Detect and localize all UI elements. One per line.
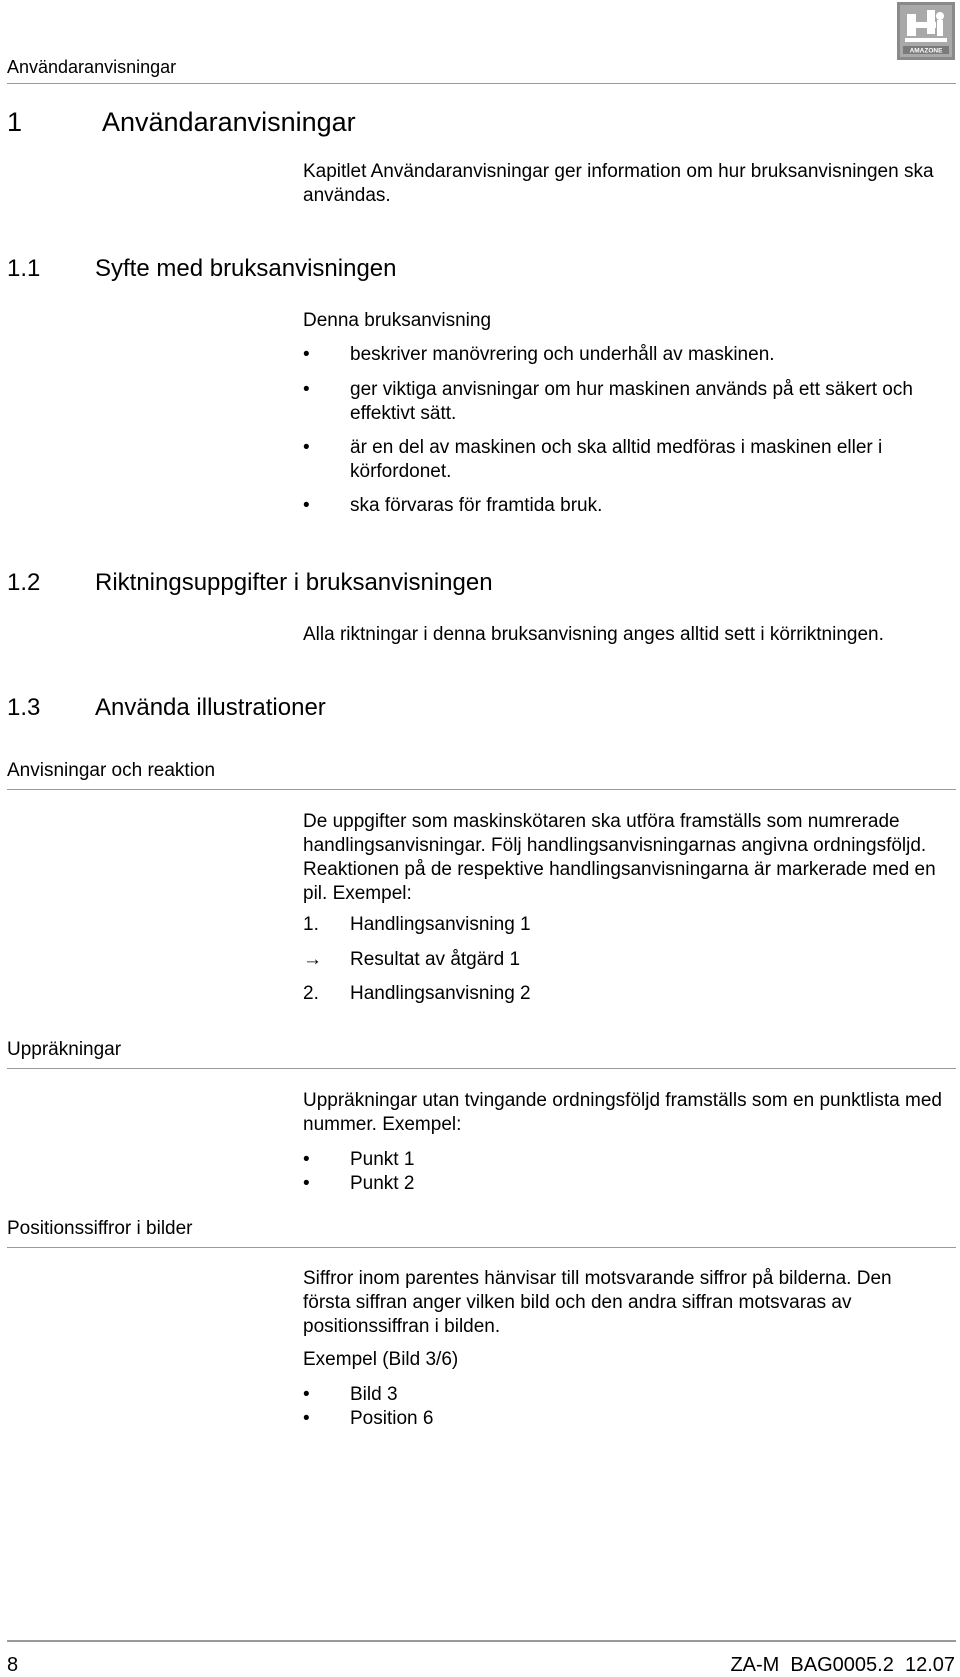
section-heading-1-2 (7, 569, 707, 599)
section-title: Riktningsuppgifter i bruksanvisningen (95, 569, 493, 596)
arrow-right-icon: → (303, 949, 322, 970)
section-title: Syfte med bruksanvisningen (95, 255, 397, 282)
subheading-lists: Uppräkningar (7, 1039, 122, 1060)
divider (7, 1068, 956, 1069)
page-number: 8 (7, 1654, 19, 1676)
amazone-logo (897, 2, 955, 60)
document-code: ZA-M BAG0005.2 12.07 (730, 1654, 955, 1676)
section-title: Använda illustrationer (95, 694, 326, 721)
subheading-actions: Anvisningar och reaktion (7, 760, 216, 781)
chapter-number: 1 (7, 107, 23, 137)
section-number: 1.3 (7, 694, 41, 721)
chapter-title: Användaranvisningar (102, 107, 356, 137)
positions-text: Siffror inom parentes hänvisar till motsvarande siffror på bilderna. Den första siffran anger vilken bild och den andra siffran motsvaras av positionssiffran i bilden. (303, 1268, 892, 1337)
bullet: • (303, 495, 310, 516)
bullet: • (303, 1408, 310, 1429)
svg-text:AMAZONE: AMAZONE (909, 47, 943, 55)
section-heading-1-3 (7, 694, 707, 724)
lists-text: Uppräkningar utan tvingande ordningsföljd framställs som en punktlista med nummer. Exempel: (303, 1090, 942, 1135)
bullet: • (303, 1173, 310, 1194)
footer-rule (7, 1640, 956, 1642)
divider (7, 789, 956, 790)
actions-text: De uppgifter som maskinskötaren ska utföra framställs som numrerade handlingsanvisningar. Följ handlingsanvisningarnas angivna ordningsföljd. Reaktionen på de respektive handlingsanvisningarna är markerade med en pil. Exempel: (303, 811, 936, 904)
section-number: 1.1 (7, 255, 41, 282)
bullet: • (303, 344, 310, 365)
section-1-1-lead: Denna bruksanvisning (303, 310, 492, 331)
chapter-heading (7, 107, 607, 141)
section-1-2-text: Alla riktningar i denna bruksanvisning anges alltid sett i körriktningen. (303, 624, 884, 645)
bullet: • (303, 1384, 310, 1405)
section-number: 1.2 (7, 569, 41, 596)
subheading-positions: Positionssiffror i bilder (7, 1218, 193, 1239)
running-header: Användaranvisningar (7, 57, 177, 77)
chapter-intro: Kapitlet Användaranvisningar ger information om hur bruksanvisningen ska användas. (303, 161, 934, 206)
bullet: • (303, 1149, 310, 1170)
bullet: • (303, 437, 310, 458)
section-heading-1-1 (7, 255, 707, 285)
bullet: • (303, 379, 310, 400)
header-rule (7, 83, 956, 84)
positions-example: Exempel (Bild 3/6) (303, 1349, 459, 1370)
divider (7, 1247, 956, 1248)
